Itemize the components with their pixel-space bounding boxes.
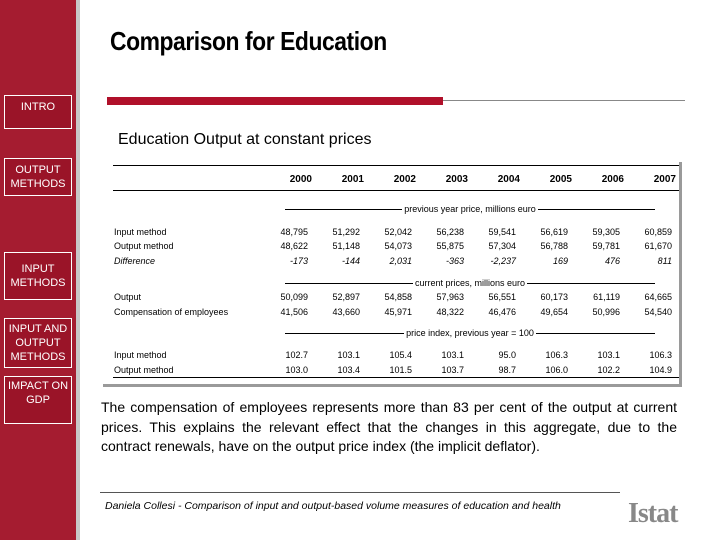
explanation-paragraph: The compensation of employees represents more than 83 per cent of the output at current prices. This explains the relevant effect that the changes in this aggregate, due to the contract renewals, have on the output price index (the implicit deflator). bbox=[101, 399, 677, 454]
table-cell: 61,670 bbox=[644, 241, 672, 251]
row-label: Difference bbox=[114, 256, 156, 266]
year-header: 2005 bbox=[549, 174, 572, 185]
table-cell: 52,897 bbox=[332, 292, 360, 302]
table-top-rule bbox=[113, 165, 679, 166]
section-header bbox=[285, 278, 655, 288]
nav-intro[interactable]: INTRO bbox=[4, 95, 72, 129]
table-cell: 811 bbox=[657, 256, 672, 266]
table-cell: 98.7 bbox=[498, 365, 516, 375]
table-cell: 103.1 bbox=[441, 350, 464, 360]
sidebar bbox=[0, 0, 80, 540]
year-header: 2001 bbox=[341, 174, 364, 185]
row-label: Output method bbox=[114, 365, 174, 375]
table-cell: 60,173 bbox=[540, 292, 568, 302]
table-cell: 103.1 bbox=[597, 350, 620, 360]
table-cell: 41,506 bbox=[280, 307, 308, 317]
table-cell: 48,622 bbox=[280, 241, 308, 251]
year-header: 2000 bbox=[289, 174, 312, 185]
education-output-table bbox=[103, 162, 682, 387]
row-label: Input method bbox=[114, 227, 167, 237]
table-cell: 101.5 bbox=[389, 365, 412, 375]
table-title: Education Output at constant prices bbox=[118, 131, 372, 148]
table-cell: -363 bbox=[445, 256, 464, 266]
row-label: Compensation of employees bbox=[114, 307, 229, 317]
page-title: Comparison for Education bbox=[110, 26, 387, 56]
table-cell: 102.2 bbox=[597, 365, 620, 375]
table-cell: 103.7 bbox=[441, 365, 464, 375]
year-header: 2007 bbox=[653, 174, 676, 185]
table-cell: 50,099 bbox=[280, 292, 308, 302]
footer-citation: Daniela Collesi - Comparison of input and output-based volume measures of education and health bbox=[105, 500, 561, 512]
table-cell: 106.3 bbox=[649, 350, 672, 360]
section-header-label: current prices, millions euro bbox=[414, 278, 526, 288]
nav-output-methods[interactable]: OUTPUT METHODS bbox=[4, 158, 72, 196]
table-cell: -173 bbox=[289, 256, 308, 266]
nav-impact-on-gdp[interactable]: IMPACT ON GDP bbox=[4, 376, 72, 424]
istat-logo: Istat bbox=[628, 498, 678, 529]
table-cell: 55,875 bbox=[436, 241, 464, 251]
table-cell: -144 bbox=[341, 256, 360, 266]
table-cell: 102.7 bbox=[285, 350, 308, 360]
footer-rule bbox=[100, 492, 620, 493]
table-cell: 54,540 bbox=[644, 307, 672, 317]
table-header-rule bbox=[113, 190, 679, 191]
table-cell: 43,660 bbox=[332, 307, 360, 317]
table-cell: 59,541 bbox=[488, 227, 516, 237]
table-cell: 103.0 bbox=[285, 365, 308, 375]
table-cell: 54,858 bbox=[384, 292, 412, 302]
title-rule bbox=[443, 100, 685, 101]
section-header bbox=[285, 328, 655, 338]
row-label: Input method bbox=[114, 350, 167, 360]
table-cell: 61,119 bbox=[593, 292, 620, 302]
table-cell: 103.4 bbox=[337, 365, 360, 375]
table-cell: 476 bbox=[604, 256, 620, 266]
table-cell: 46,476 bbox=[488, 307, 516, 317]
table-cell: 64,665 bbox=[644, 292, 672, 302]
table-cell: 57,304 bbox=[488, 241, 516, 251]
year-header: 2003 bbox=[445, 174, 468, 185]
table-cell: 51,292 bbox=[332, 227, 360, 237]
table-cell: 48,795 bbox=[280, 227, 308, 237]
table-cell: 54,073 bbox=[384, 241, 412, 251]
table-cell: 56,619 bbox=[540, 227, 568, 237]
table-cell: 103.1 bbox=[337, 350, 360, 360]
table-cell: 106.0 bbox=[545, 365, 568, 375]
table-cell: 2,031 bbox=[389, 256, 412, 266]
table-cell: 104.9 bbox=[649, 365, 672, 375]
table-cell: 59,781 bbox=[592, 241, 620, 251]
table-cell: 57,963 bbox=[436, 292, 464, 302]
table-bottom-rule bbox=[113, 377, 679, 378]
sidebar-edge bbox=[76, 0, 80, 540]
section-header-label: previous year price, millions euro bbox=[404, 204, 536, 214]
title-accent-bar bbox=[107, 97, 443, 105]
table-cell: 106.3 bbox=[545, 350, 568, 360]
table-cell: 56,238 bbox=[436, 227, 464, 237]
table-cell: -2,237 bbox=[490, 256, 516, 266]
table-cell: 48,322 bbox=[436, 307, 464, 317]
table-cell: 51,148 bbox=[332, 241, 360, 251]
table-cell: 95.0 bbox=[498, 350, 516, 360]
section-header bbox=[285, 204, 655, 214]
table-cell: 50,996 bbox=[592, 307, 620, 317]
row-label: Output bbox=[114, 292, 142, 302]
table-cell: 56,551 bbox=[488, 292, 516, 302]
year-header: 2002 bbox=[393, 174, 416, 185]
year-header: 2006 bbox=[601, 174, 624, 185]
table-cell: 45,971 bbox=[384, 307, 412, 317]
table-cell: 56,788 bbox=[540, 241, 568, 251]
section-header-label: price index, previous year = 100 bbox=[406, 328, 534, 338]
table-cell: 60,859 bbox=[644, 227, 672, 237]
table-cell: 59,305 bbox=[592, 227, 620, 237]
nav-input-methods[interactable]: INPUT METHODS bbox=[4, 252, 72, 300]
table-cell: 52,042 bbox=[384, 227, 412, 237]
year-header: 2004 bbox=[497, 174, 520, 185]
table-cell: 49,654 bbox=[540, 307, 568, 317]
nav-input-and-output-methods[interactable]: INPUT AND OUTPUT METHODS bbox=[4, 318, 72, 368]
table-cell: 105.4 bbox=[389, 350, 412, 360]
table-cell: 169 bbox=[552, 256, 568, 266]
row-label: Output method bbox=[114, 241, 174, 251]
